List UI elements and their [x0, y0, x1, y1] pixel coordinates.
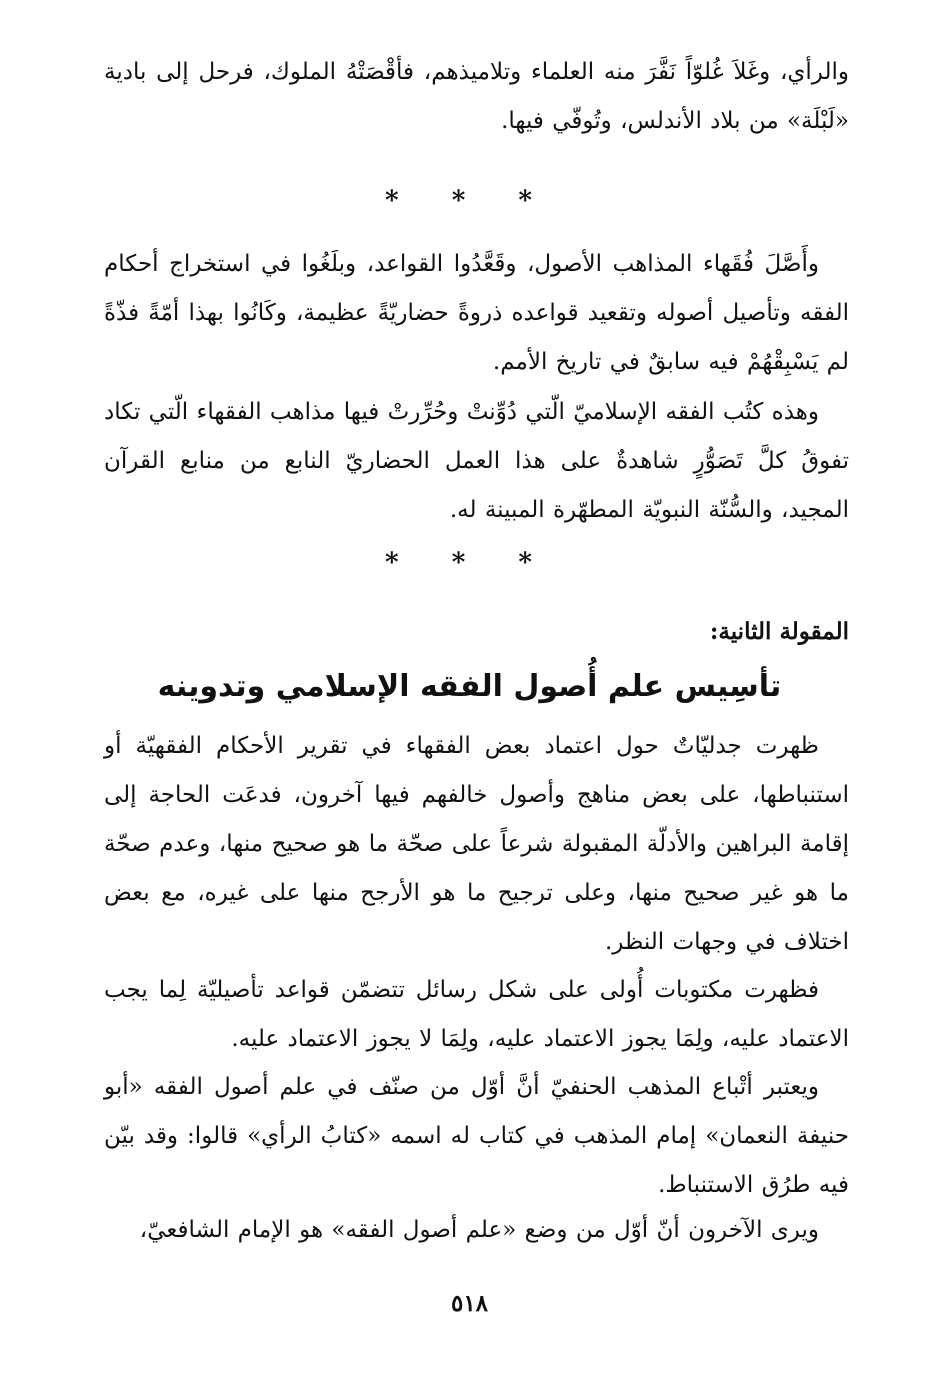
paragraph-5: فظهرت مكتوبات أُولى على شكل رسائل تتضمّن قواعد تأصيليّة لِما يجب الاعتماد عليه، ولِمَا يجوز الاعتماد عليه، ولِمَا لا يجوز الاعتماد عليه.: [104, 977, 849, 1052]
section-label: المقولة الثانية:: [709, 618, 849, 645]
paragraph-6: ويعتبر أتْباع المذهب الحنفيّ أنَّ أوّل من صنّف في علم أصول الفقه «أبو حنيفة النعمان» إمام المذهب في كتاب له اسمه «كتابُ الرأي» قالوا: وقد بيّن فيه طرُق الاستنباط.: [104, 1074, 849, 1198]
paragraph-4: ظهرت جدليّاتٌ حول اعتماد بعض الفقهاء في تقرير الأحكام الفقهيّة أو استنباطها، على بعض مناهج وأصول خالفهم فيها آخرون، فدعَت الحاجة إلى إقامة البراهين والأدلّة المقبولة شرعاً على صحّة ما هو صحيح منها، وعدم صحّة ما هو غير صحيح منها، وعلى ترجيح ما هو الأرجح منها على غيره، مع بعض اختلاف في وجهات النظر.: [104, 733, 849, 955]
section-separator-2: * * *: [385, 548, 554, 578]
paragraph-3: وهذه كتُب الفقه الإسلاميّ الّتي دُوِّنتْ وحُرِّرتْ فيها مذاهب الفقهاء الّتي تكاد تفوقُ كلَّ تَصَوُّرٍ شاهدةٌ على هذا العمل الحضاريّ النابع من منابع القرآن المجيد، والسُّنّة النبويّة المطهّرة المبينة له.: [104, 399, 849, 523]
section-separator-1: * * *: [385, 186, 554, 216]
paragraph-2: وأَصَّلَ فُقَهاء المذاهب الأصول، وقَعَّدُوا القواعد، وبلَغُوا في استخراج أحكام الفقه وتأصيل أصوله وتقعيد قواعده ذروةً حضاريّةً عظيمة، وكَانُوا بهذا أمّةً فذّةً لم يَسْبِقْهُمْ فيه سابقٌ في تاريخ الأمم.: [104, 251, 849, 375]
section-title: تأسِيس علم أُصول الفقه الإسلامي وتدوينه: [157, 669, 782, 704]
paragraph-7: ويرى الآخرون أنّ أوّل من وضع «علم أصول الفقه» هو الإمام الشافعيّ،: [139, 1217, 819, 1243]
page-number: ٥١٨: [450, 1290, 489, 1317]
paragraph-1: والرأي، وغَلاَ غُلوّاً نَفَّرَ منه العلماء وتلاميذهم، فأقْصَتْهُ الملوك، فرحل إلى بادية «لَبْلَة» من بلاد الأندلس، وتُوفّي فيها.: [104, 59, 849, 134]
